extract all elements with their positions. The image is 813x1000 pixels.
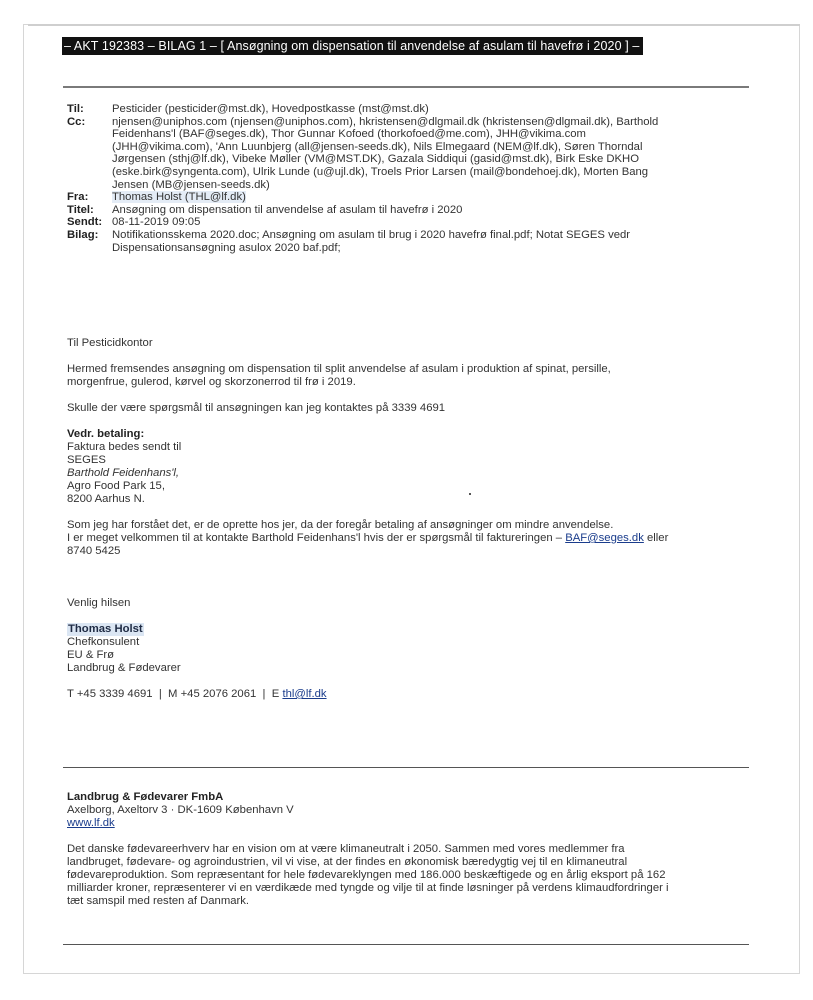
paragraph-line: morgenfrue, gulerod, kørvel og skorzonerrod til frø i 2019. (67, 376, 356, 388)
baf-email-link[interactable]: BAF@seges.dk (565, 532, 644, 544)
to-row (67, 103, 757, 116)
cc-line: Feidenhans'l (BAF@seges.dk), Thor Gunnar Kofoed (thorkofoed@me.com), JHH@vikima.com (112, 128, 586, 141)
from-label: Fra: (67, 191, 89, 204)
paragraph-line: 8740 5425 (67, 545, 121, 557)
from-row (67, 191, 757, 204)
about-line: fødevareproduktion. Som repræsentant for hele fødevareklyngen med 186.000 beskæftigede og en årlig eksport på 162 (67, 869, 666, 881)
email-body (67, 337, 757, 701)
payment-line: Faktura bedes sendt til (67, 441, 182, 453)
paragraph-line: Som jeg har forstået det, er de oprette hos jer, da der foregår betaling af ansøgninger om mindre anvendelse. (67, 519, 614, 531)
cc-line: Jørgensen (sthj@lf.dk), Vibeke Møller (VM@MST.DK), Gazala Siddiqui (gasid@mst.dk), Birk Eske DKHO (112, 153, 640, 166)
from-value: Thomas Holst (THL@lf.dk) (112, 191, 246, 204)
cc-line: njensen@uniphos.com (njensen@uniphos.com), hkristensen@dlgmail.dk (hkristensen@dlgmail.dk), Barthold (112, 115, 659, 128)
top-border (28, 24, 800, 26)
cc-line: Jensen (MB@jensen-seeds.dk) (112, 178, 270, 191)
signature-title: Chefkonsulent (67, 636, 140, 648)
attachments-label: Bilag: (67, 228, 99, 241)
sent-value: 08-11-2019 09:05 (112, 216, 201, 229)
attachments-value (112, 229, 757, 254)
company-address: Axelborg, Axeltorv 3 · DK-1609 København V (67, 804, 294, 816)
paragraph-line: Hermed fremsendes ansøgning om dispensation til split anvendelse af asulam i produktion af spinat, persille, (67, 363, 611, 375)
stray-dot (469, 493, 471, 495)
header-divider (63, 86, 749, 88)
sent-row (67, 216, 757, 229)
payment-address-line: 8200 Aarhus N. (67, 493, 145, 505)
document-header-banner: – AKT 192383 – BILAG 1 – [ Ansøgning om dispensation til anvendelse af asulam til havefrø i 2020 ] – (62, 37, 643, 55)
cc-line: (eske.birk@syngenta.com), Ulrik Lunde (u@ujl.dk), Troels Prior Larsen (mail@bondehoej.dk), Morten Bang (112, 165, 649, 178)
about-line: tæt samspil med resten af Danmark. (67, 895, 250, 907)
attachment-line: Dispensationsansøgning asulox 2020 baf.pdf; (112, 241, 341, 254)
signature-divider (63, 767, 749, 768)
subject-label: Titel: (67, 203, 94, 216)
signature-dept: EU & Frø (67, 649, 115, 661)
signature-name: Thomas Holst (68, 623, 143, 635)
paragraph-text: eller (643, 532, 669, 544)
subject-value: Ansøgning om dispensation til anvendelse af asulam til havefrø i 2020 (112, 203, 463, 216)
paragraph-text: I er meget velkommen til at kontakte Barthold Feidenhans'l hvis der er spørgsmål til faktureringen – (67, 532, 566, 544)
cc-label: Cc: (67, 115, 86, 128)
closing: Venlig hilsen (67, 597, 131, 609)
signature-email-link[interactable]: thl@lf.dk (282, 688, 327, 700)
to-value: Pesticider (pesticider@mst.dk), Hovedpostkasse (mst@mst.dk) (112, 103, 429, 115)
contact-paragraph: Skulle der være spørgsmål til ansøgningen kan jeg kontaktes på 3339 4691 (67, 402, 446, 414)
signature-contact (67, 688, 757, 701)
signature-org: Landbrug & Fødevarer (67, 662, 181, 674)
company-footer (67, 791, 757, 908)
greeting: Til Pesticidkontor (67, 337, 153, 349)
company-website-link[interactable]: www.lf.dk (67, 817, 115, 829)
about-line: landbruget, fødevare- og agroindustrien, vil vi vise, at der findes en økonomisk bæredygtig vej til en klimaneutral (67, 856, 628, 868)
sent-label: Sendt: (67, 216, 103, 229)
attachments-row (67, 229, 757, 254)
about-line: Det danske fødevareerhverv har en vision om at være klimaneutralt i 2050. Sammen med vores medlemmer fra (67, 843, 625, 855)
company-name: Landbrug & Fødevarer FmbA (67, 791, 224, 803)
payment-address-line: Agro Food Park 15, (67, 480, 165, 492)
email-header (67, 103, 757, 254)
subject-row (67, 204, 757, 217)
footer-divider (63, 944, 749, 945)
payment-contact: Barthold Feidenhans'l, (67, 467, 180, 479)
payment-heading: Vedr. betaling: (67, 428, 145, 440)
payment-line: SEGES (67, 454, 106, 466)
contact-text: T +45 3339 4691 | M +45 2076 2061 | E (67, 688, 283, 700)
cc-line: (JHH@vikima.com), 'Ann Luunbjerg (all@jensen-seeds.dk), Nils Elmegaard (NEM@lf.dk), Søren Thorndal (112, 140, 643, 153)
to-label: Til: (67, 103, 84, 115)
cc-row (67, 116, 757, 192)
attachment-line: Notifikationsskema 2020.doc; Ansøgning om asulam til brug i 2020 havefrø final.pdf; Notat SEGES vedr (112, 228, 631, 241)
paragraph-line (67, 532, 757, 545)
about-line: milliarder kroner, repræsenterer vi en værdikæde med tyngde og vilje til at finde løsninger på verdens klimaudfordringer i (67, 882, 669, 894)
cc-value (112, 116, 757, 192)
